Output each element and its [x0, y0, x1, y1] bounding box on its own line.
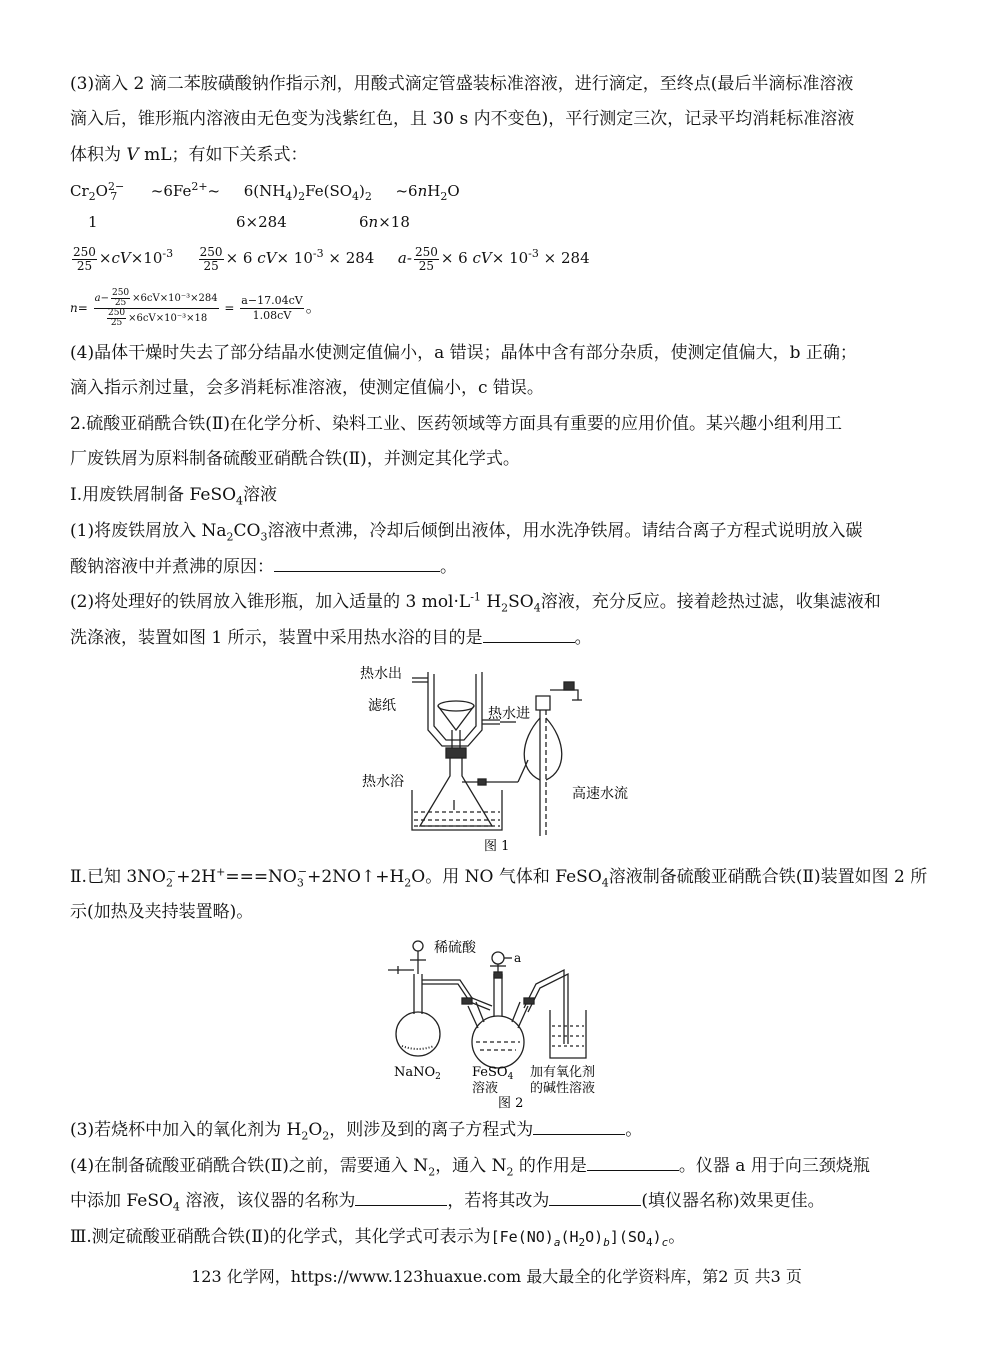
label-oxidant-1: 加有氧化剂	[530, 1065, 596, 1080]
relation-row-2-col3: 6n×18	[359, 213, 410, 231]
fraction-250-25: $\frac{250}{25}$	[199, 244, 223, 273]
label-filter-paper: 滤纸	[368, 698, 396, 714]
q4-line-2: 滴入指示剂过量，会多消耗标准溶液，使测定值偏小，c 错误。	[70, 378, 544, 398]
q3-line-1: (3)滴入 2 滴二苯胺磺酸钠作指示剂，用酸式滴定管盛装标准溶液，进行滴定，至终点(最后半滴标准溶液	[70, 74, 854, 94]
n-formula: n= a− $\frac{250}{25}$ ×6cV×10⁻³×284 $\frac{250}{25}$ ×6cV×10⁻³×18 = $\frac{a-17.04cV}{1.08cV}$ 。	[70, 288, 322, 328]
label-oxidant-2: 的碱性溶液	[530, 1081, 596, 1096]
section-2-line-2: 示(加热及夹持装置略)。	[70, 902, 254, 922]
q1-line-2: 酸钠溶液中并煮沸的原因： 。	[70, 557, 457, 577]
problem-2-line-1: 2.硫酸亚硝酰合铁(Ⅱ)在化学分析、染料工业、医药领域等方面具有重要的应用价值。某兴趣小组利用工	[70, 414, 843, 434]
q1-line-1: (1)将废铁屑放入 $Na_2CO_3$溶液中煮沸，冷却后倾倒出液体，用水洗净铁屑。请结合离子方程式说明放入碳	[70, 521, 863, 544]
q4b-line-1: (4)在制备硫酸亚硝酰合铁(Ⅱ)之前，需要通入 $N_2$，通入 $N_2$ 的作用是 。仪器 a 用于向三颈烧瓶	[70, 1156, 870, 1179]
q3-line-3: 体积为 V mL；有如下关系式：	[70, 145, 308, 165]
answer-blank[interactable]	[533, 1118, 625, 1135]
fraction-250-25: $\frac{250}{25}$	[414, 244, 438, 273]
q2-line-2: 洗涤液，装置如图 1 所示，装置中采用热水浴的目的是 。	[70, 628, 592, 648]
relation-row-3: $\frac{250}{25}$ $\times cV\times 10^{-3}$ $\frac{250}{25}$ × 6 $cV\times 10^{-3} \times 284$ a- $\frac{250}{25}$ × 6 $cV\times 10^{-3} \times 284$	[73, 244, 590, 273]
answer-blank[interactable]	[549, 1189, 641, 1206]
label-hot-water-bath: 热水浴	[362, 774, 404, 790]
problem-2-line-2: 厂废铁屑为原料制备硫酸亚硝酰合铁(Ⅱ)，并测定其化学式。	[70, 449, 520, 469]
figure-1-apparatus	[350, 660, 650, 860]
page-footer: 123 化学网，https://www.123huaxue.com 最大最全的化学资料库，第2 页 共3 页	[191, 1267, 802, 1286]
figure-1	[350, 660, 650, 860]
q4b-line-2: 中添加 FeSO$_4$ 溶液，该仪器的名称为 ，若将其改为 (填仪器名称)效果更佳。	[70, 1191, 825, 1214]
section-3-line: Ⅲ.测定硫酸亚硝酰合铁(Ⅱ)的化学式，其化学式可表示为$[Fe(NO)_a(H_2O)_b](SO_4)_c$。	[70, 1227, 686, 1249]
q3-line-2: 滴入后，锥形瓶内溶液由无色变为浅紫红色，且 30 s 内不变色)，平行测定三次，记录平均消耗标准溶液	[70, 109, 855, 129]
fraction-250-25: $\frac{250}{25}$	[73, 244, 96, 273]
q4-line-1: (4)晶体干燥时失去了部分结晶水使测定值偏小，a 错误；晶体中含有部分杂质，使测定值偏大，b 正确；	[70, 343, 857, 363]
answer-blank[interactable]	[483, 626, 575, 643]
q3b-line: (3)若烧杯中加入的氧化剂为 $H_2O_2$，则涉及到的离子方程式为 。	[70, 1120, 643, 1143]
n-result-fraction: $\frac{a-17.04cV}{1.08cV}$	[241, 294, 303, 322]
section-1-heading: Ⅰ.用废铁屑制备 FeSO$_4$溶液	[70, 485, 278, 508]
label-instrument-a: a	[514, 951, 522, 965]
label-feso4: FeSO$_4$	[472, 1065, 514, 1082]
answer-blank[interactable]	[274, 555, 440, 572]
figure-2-caption: 图 2	[498, 1096, 524, 1109]
relation-row-2-col2: 6×284	[236, 213, 287, 231]
figure-2	[380, 934, 640, 1109]
answer-blank[interactable]	[587, 1154, 679, 1171]
label-hot-water-in: 热水进	[488, 706, 530, 722]
label-hot-water-out: 热水出	[360, 666, 402, 682]
label-feso4-solution: 溶液	[472, 1081, 499, 1096]
q2-line-1: (2)将处理好的铁屑放入锥形瓶，加入适量的 3 $mol\cdot L^{-1}$ $H_2SO_4$溶液，充分反应。接着趁热过滤，收集滤液和	[70, 590, 881, 615]
n-formula-fraction: a− $\frac{250}{25}$ ×6cV×10⁻³×284 $\frac{250}{25}$ ×6cV×10⁻³×18	[94, 288, 218, 328]
label-dilute-sulfuric-acid: 稀硫酸	[434, 940, 476, 956]
relation-row-1: $Cr_2O^{2-}_7$ $\sim 6Fe^{2+}\sim$ $6(NH_4)_2Fe(SO_4)_2$ $\sim 6nH_2O$	[70, 180, 460, 203]
section-2-line-1: Ⅱ.已知 $3NO_2^-+2H^+===NO_3^-+2NO↑+H_2O$。用 NO 气体和 FeSO$_4$溶液制备硫酸亚硝酰合铁(Ⅱ)装置如图 2 所	[70, 865, 928, 890]
relation-row-2: 1	[88, 213, 98, 231]
figure-1-caption: 图 1	[484, 839, 510, 854]
label-nano2: NaNO$_2$	[394, 1065, 441, 1082]
figure-2-apparatus	[380, 934, 640, 1109]
answer-blank[interactable]	[355, 1189, 447, 1206]
label-high-speed-flow: 高速水流	[572, 786, 628, 802]
